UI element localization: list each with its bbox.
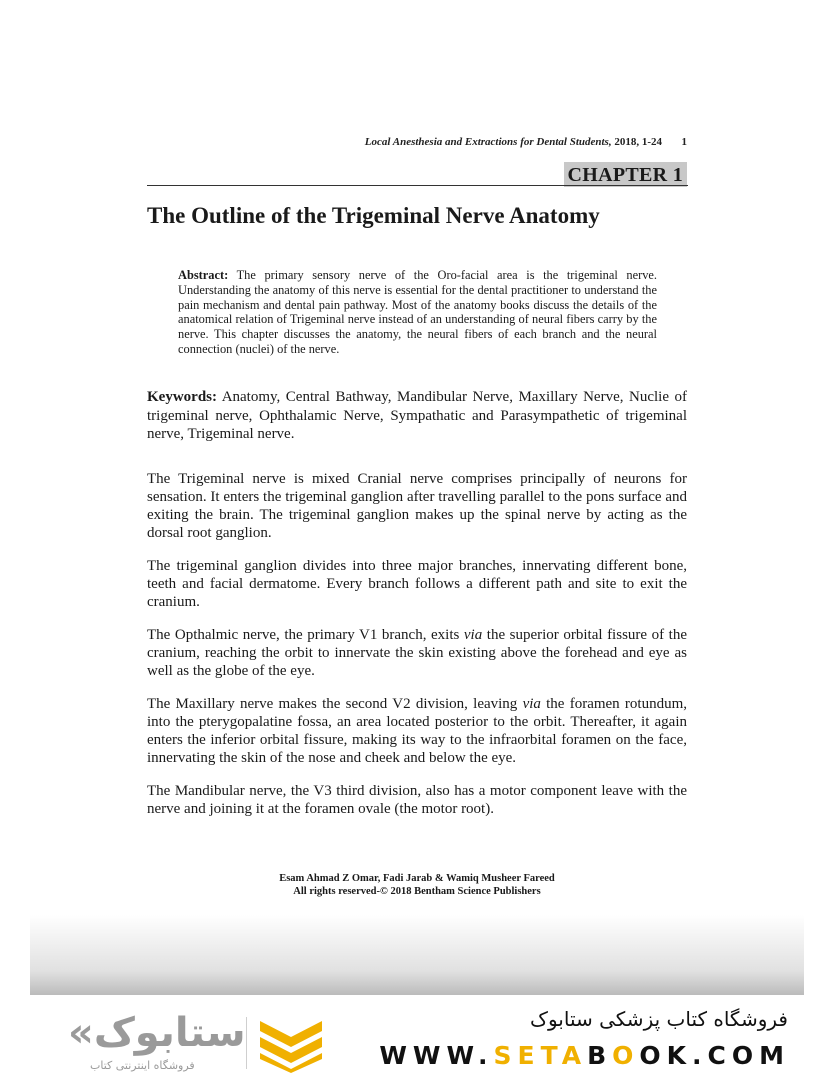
paragraph-3-via: via <box>463 627 483 643</box>
header-rule <box>147 185 688 186</box>
abstract-text: The primary sensory nerve of the Oro-facial area is the trigeminal nerve. Understanding the anatomy of this nerve is essential for the dental practitioner to understand the pain mechanism and dental pain pathway. Most of the anatomy books discuss the details of the anatomical relation of Trigeminal nerve instead of an understanding of neural fibers carry by the nerve. This chapter discusses the anatomy, the neural fibers of each branch and the neural connection (nuclei) of the nerve. <box>178 268 657 356</box>
paragraph-3-part-a: The Opthalmic nerve, the primary V1 branch, exits <box>147 627 464 643</box>
paragraph-4-part-b: the foramen rotundum, into the pterygopalatine fossa, an area located posterior to the orbit. Thereafter, it again enters the inferior orbital fissure, making its way to the infraorbital foramen on the face, innervating the skin of the nose and cheek and below the eye. <box>147 696 687 766</box>
body-text <box>147 470 687 833</box>
abstract <box>178 268 657 357</box>
paragraph-4-via: via <box>522 696 541 712</box>
store-logo[interactable] <box>68 1011 328 1075</box>
page-number: 1 <box>681 136 687 148</box>
logo-text: «ستابوک <box>68 1010 246 1056</box>
book-title: Local Anesthesia and Extractions for Dental Students, <box>364 136 612 148</box>
book-stack-icon <box>258 1013 324 1073</box>
year-pages: 2018, 1-24 <box>614 136 662 148</box>
store-title: فروشگاه کتاب پزشکی ستابوک <box>530 1007 788 1031</box>
paragraph-4-part-a: The Maxillary nerve makes the second V2 division, leaving <box>147 696 523 712</box>
keywords <box>147 388 687 444</box>
store-banner <box>0 995 834 1080</box>
paragraph-1: The Trigeminal nerve is mixed Cranial nerve comprises principally of neurons for sensation. It enters the trigeminal ganglion after travelling parallel to the pons surface and exiting the brain. The trigeminal ganglion makes up the spinal nerve by acting as the dorsal root ganglion. <box>147 471 687 541</box>
url-part-2: B <box>587 1041 613 1070</box>
footer-authors: Esam Ahmad Z Omar, Fadi Jarab & Wamiq Musheer Fareed <box>279 873 555 884</box>
url-highlight-2: O <box>612 1041 640 1070</box>
url-highlight-1: SETA <box>493 1041 588 1070</box>
keywords-label: Keywords: <box>147 389 217 405</box>
logo-divider <box>246 1017 247 1069</box>
chapter-title: The Outline of the Trigeminal Nerve Anatomy <box>147 203 600 228</box>
running-head-text <box>365 136 662 148</box>
abstract-label: Abstract: <box>178 268 229 282</box>
paragraph-4 <box>147 695 687 767</box>
url-part-3: OK.COM <box>639 1041 790 1070</box>
paragraph-3-part-b: the superior orbital fissure of the cranium, reaching the orbit to innervate the skin existing above the forehead and eye as well as the globe of the eye. <box>147 627 687 679</box>
paragraph-2: The trigeminal ganglion divides into three major branches, innervating different bone, teeth and facial dermatome. Every branch follows a different path and site to exit the cranium. <box>147 558 687 610</box>
paragraph-5: The Mandibular nerve, the V3 third division, also has a motor component leave with the nerve and joining it at the foramen ovale (the motor root). <box>147 783 687 817</box>
paragraph-3 <box>147 626 687 680</box>
footer-note <box>147 872 687 898</box>
logo-subtitle: فروشگاه اینترنتی کتاب <box>90 1059 195 1072</box>
page-shadow <box>30 915 804 995</box>
store-url[interactable] <box>379 1041 790 1070</box>
url-part-1: WWW. <box>379 1041 494 1070</box>
footer-rights: All rights reserved-© 2018 Bentham Science Publishers <box>293 886 541 897</box>
keywords-text: Anatomy, Central Bathway, Mandibular Nerve, Maxillary Nerve, Nuclie of trigeminal nerve, Ophthalamic Nerve, Sympathatic and Parasympathetic of trigeminal nerve, Trigeminal nerve. <box>147 389 687 442</box>
chapter-label: CHAPTER 1 <box>564 162 687 187</box>
